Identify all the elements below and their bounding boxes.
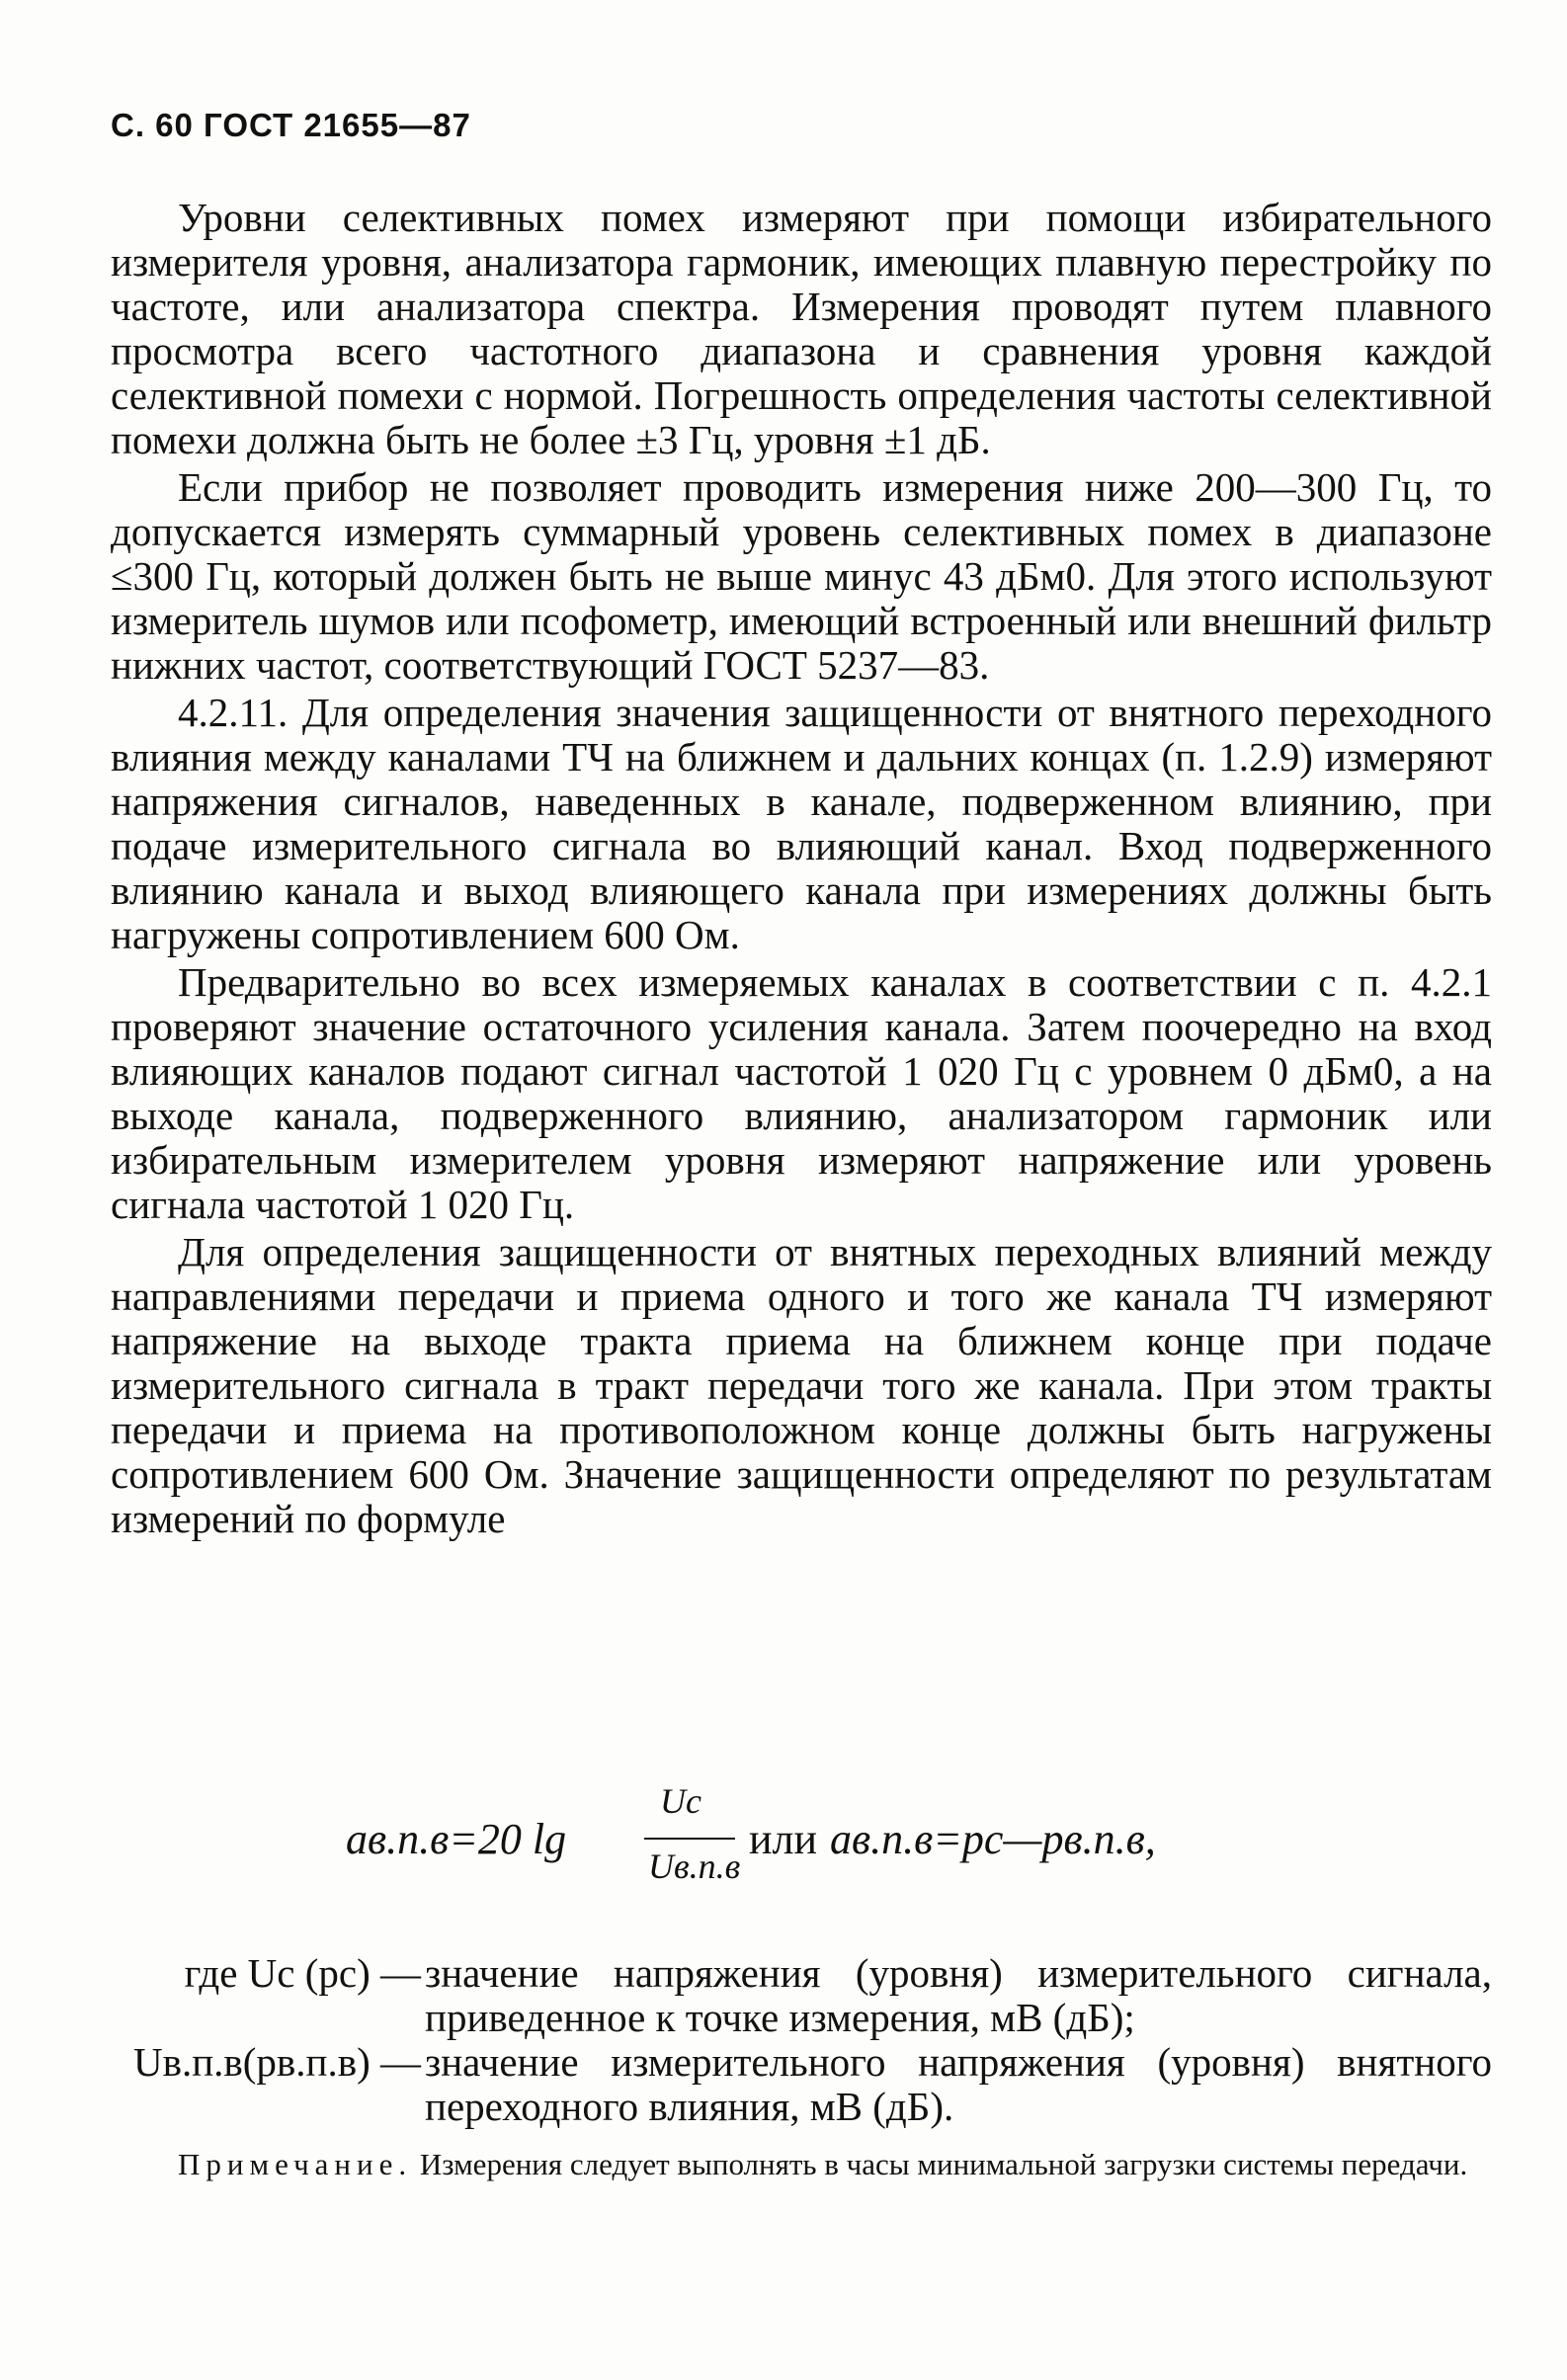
- body-text: [111, 196, 1492, 1544]
- note-label: Примечание.: [178, 2147, 413, 2181]
- definitions: [111, 1951, 1492, 2129]
- note-text: Измерения следует выполнять в часы минимальной загрузки системы передачи.: [419, 2147, 1468, 2181]
- paragraph: 4.2.11. Для определения значения защищенности от внятного переходного влияния между каналами ТЧ на ближнем и дальних концах (п. 1.2.9) измеряют напряжения сигналов, наведенных в канале, подверженном влиянию, при подаче измерительного сигнала во влияющий канал. Вход подверженного влиянию канала и выход влияющего канала при измерениях должны быть нагружены сопротивлением 600 Ом.: [111, 690, 1492, 957]
- formula-numerator: Uc: [660, 1781, 701, 1821]
- definition-text: значение измерительного напряжения (уровня) внятного переходного влияния, мВ (дБ).: [425, 2039, 1492, 2129]
- paragraph: Уровни селективных помех измеряют при помощи избирательного измерителя уровня, анализатора гармоник, имеющих плавную перестройку по частоте, или анализатора спектра. Измерения проводят путем плавного просмотра всего частотного диапазона и сравнения уровня каждой селективной помехи с нормой. Погрешность определения частоты селективной помехи должна быть не более ±3 Гц, уровня ±1 дБ.: [111, 195, 1492, 462]
- definition-term: Uв.п.в(pв.п.в) —: [133, 2039, 421, 2085]
- note: [178, 2146, 1492, 2183]
- definition-row: [111, 2040, 1492, 2129]
- page-header: С. 60 ГОСТ 21655—87: [111, 107, 471, 143]
- paragraph: Если прибор не позволяет проводить измерения ниже 200—300 Гц, то допускается измерять суммарный уровень селективных помех в диапазоне ≤300 Гц, который должен быть не выше минус 43 дБм0. Для этого используют измеритель шумов или псофометр, имеющий встроенный или внешний фильтр нижних частот, соответствующий ГОСТ 5237—83.: [111, 464, 1492, 688]
- definition-text: значение напряжения (уровня) измерительного сигнала, приведенное к точке измерения, мВ (дБ);: [425, 1950, 1492, 2040]
- formula-right: aв.п.в=pc—pв.п.в,: [830, 1815, 1156, 1863]
- definition-row: [111, 1951, 1492, 2040]
- formula-left: aв.п.в=20 lg: [346, 1815, 567, 1863]
- formula-connector: или: [749, 1815, 818, 1863]
- paragraph: Предварительно во всех измеряемых каналах в соответствии с п. 4.2.1 проверяют значение остаточного усиления канала. Затем поочередно на вход влияющих каналов подают сигнал частотой 1 020 Гц с уровнем 0 дБм0, а на выходе канала, подверженного влиянию, анализатором гармоник или избирательным измерителем уровня измеряют напряжение или уровень сигнала частотой 1 020 Гц.: [111, 959, 1492, 1227]
- paragraph: Для определения защищенности от внятных переходных влияний между направлениями передачи и приема одного и того же канала ТЧ измеряют напряжение на выходе тракта приема на ближнем конце при подаче измерительного сигнала в тракт передачи того же канала. При этом тракты передачи и приема на противоположном конце должны быть нагружены сопротивлением 600 Ом. Значение защищенности определяют по результатам измерений по формуле: [111, 1229, 1492, 1541]
- fraction-bar: [644, 1838, 735, 1840]
- formula-denominator: Uв.п.в: [648, 1847, 741, 1886]
- formula: [346, 1778, 1284, 1897]
- definition-term: где Uc (pc) —: [184, 1950, 421, 1996]
